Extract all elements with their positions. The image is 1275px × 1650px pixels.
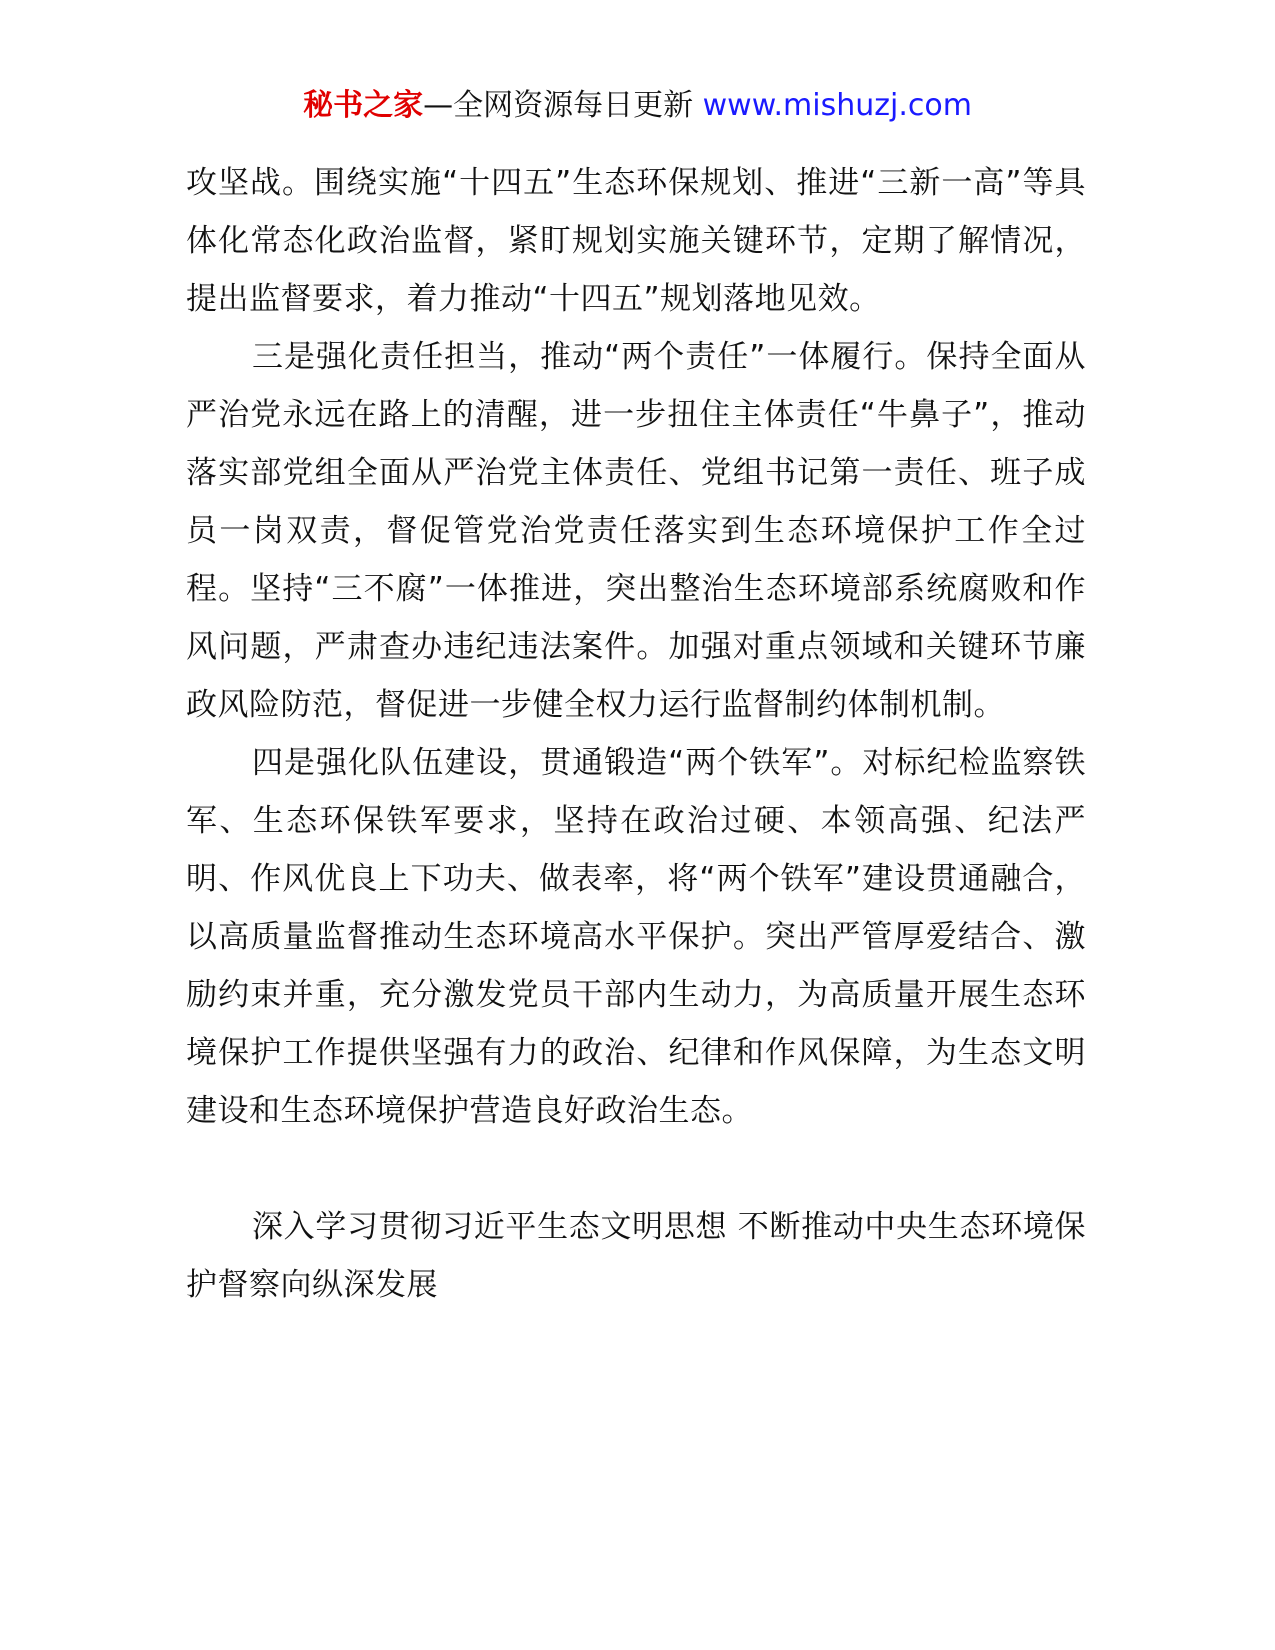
paragraph-gap: [186, 1140, 1086, 1198]
brand-name: 秘书之家: [303, 88, 424, 123]
next-article-title: 深入学习贯彻习近平生态文明思想 不断推动中央生态环境保护督察向纵深发展: [186, 1209, 1086, 1303]
site-url-link[interactable]: www.mishuzj.com: [702, 88, 972, 123]
paragraph-continuation: 攻坚战。围绕实施“十四五”生态环保规划、推进“三新一高”等具体化常态化政治监督，紧盯规划实施关键环节，定期了解情况，提出监督要求，着力推动“十四五”规划落地见效。: [186, 165, 1086, 317]
paragraph-team-building: 四是强化队伍建设，贯通锻造“两个铁军”。对标纪检监察铁军、生态环保铁军要求，坚持在政治过硬、本领高强、纪法严明、作风优良上下功夫、做表率，将“两个铁军”建设贯通融合，以高质量监督推动生态环境高水平保护。突出严管厚爱结合、激励约束并重，充分激发党员干部内生动力，为高质量开展生态环境保护工作提供坚强有力的政治、纪律和作风保障，为生态文明建设和生态环境保护营造良好政治生态。: [186, 745, 1086, 1129]
paragraph-responsibility: 三是强化责任担当，推动“两个责任”一体履行。保持全面从严治党永远在路上的清醒，进一步扭住主体责任“牛鼻子”，推动落实部党组全面从严治党主体责任、党组书记第一责任、班子成员一岗双责，督促管党治党责任落实到生态环境保护工作全过程。坚持“三不腐”一体推进，突出整治生态环境部系统腐败和作风问题，严肃查办违纪违法案件。加强对重点领域和关键环节廉政风险防范，督促进一步健全权力运行监督制约体制机制。: [186, 339, 1086, 723]
page-header: [0, 86, 1275, 126]
document-body: [186, 154, 1086, 1314]
header-tagline: —全网资源每日更新: [423, 88, 694, 123]
